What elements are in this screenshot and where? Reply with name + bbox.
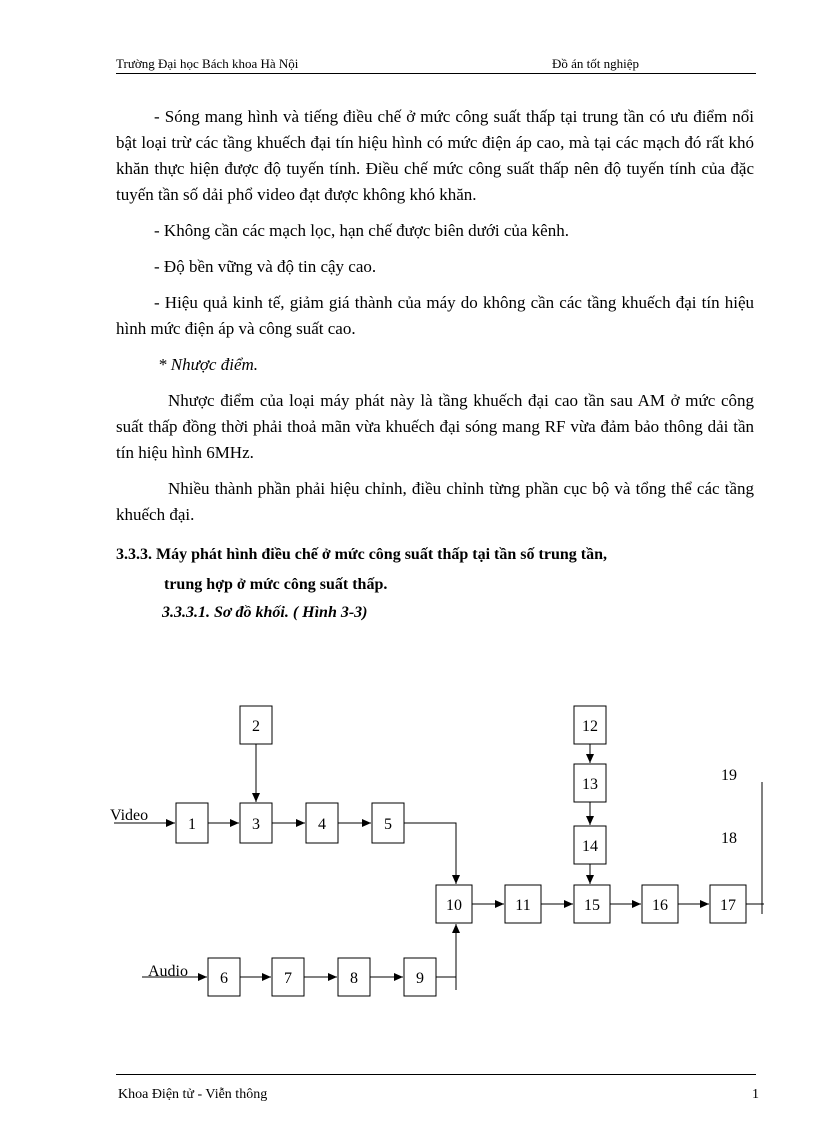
block-8-label: 8	[350, 970, 358, 987]
block-3-label: 3	[252, 816, 260, 833]
video-input-label: Video	[110, 807, 149, 824]
paragraph-disadvantage-1: Nhược điểm của loại máy phát này là tầng khuếch đại cao tần sau AM ở mức công suất thấp đồng thời phải thoả mãn vừa khuếch đại sóng mang RF vừa đảm bảo thông dải tần tín hiệu hình 6MHz.	[116, 391, 754, 462]
footer-department: Khoa Điện tử - Viễn thông	[118, 1087, 268, 1102]
block-15-label: 15	[584, 897, 600, 914]
subsection-heading: 3.3.3.1. Sơ đồ khối. ( Hình 3-3)	[162, 604, 368, 621]
paragraph-advantage-1: - Sóng mang hình và tiếng điều chế ở mức công suất thấp tại trung tần có ưu điểm nổi bật loại trừ các tầng khuếch đại tín hiệu hình có mức điện áp cao, mà tại các mạch đó rất khó khăn thực hiện được độ tuyến tính. Điều chế mức công suất thấp nên độ tuyến tính của đặc tuyến tần số dải phổ video đạt được không khó khăn.	[116, 107, 754, 204]
audio-input-label: Audio	[148, 963, 188, 980]
paragraph-advantage-2: - Không cần các mạch lọc, hạn chế được biên dưới của kênh.	[154, 221, 569, 240]
body-text	[116, 104, 754, 626]
block-7-label: 7	[284, 970, 292, 987]
paragraph-disadvantage-2: Nhiều thành phần phải hiệu chỉnh, điều chỉnh từng phần cục bộ và tổng thể các tầng khuếch đại.	[116, 479, 754, 524]
page-number: 1	[752, 1087, 759, 1102]
block-2-label: 2	[252, 718, 260, 735]
block-4-label: 4	[318, 816, 326, 833]
block-17-label: 17	[720, 897, 736, 914]
paragraph-advantage-4: - Hiệu quả kinh tế, giảm giá thành của máy do không cần các tầng khuếch đại tín hiệu hình mức điện áp và công suất cao.	[116, 293, 754, 338]
block-16-label: 16	[652, 897, 668, 914]
output-19-label: 19	[721, 767, 737, 784]
block-11-label: 11	[515, 897, 531, 914]
output-18-label: 18	[721, 830, 737, 847]
block-6-label: 6	[220, 970, 228, 987]
block-diagram	[0, 690, 816, 1020]
disadvantage-heading: * Nhược điểm.	[158, 355, 259, 374]
section-heading-cont: trung hợp ở mức công suất thấp.	[164, 576, 388, 593]
block-10-label: 10	[446, 897, 462, 914]
header-school: Trường Đại học Bách khoa Hà Nội	[116, 56, 299, 71]
footer-rule	[116, 1074, 756, 1075]
arrow-5-to-10	[404, 823, 456, 884]
block-12-label: 12	[582, 718, 598, 735]
paragraph-advantage-3: - Độ bền vững và độ tin cậy cao.	[154, 257, 377, 276]
block-14-label: 14	[582, 838, 598, 855]
block-13-label: 13	[582, 776, 598, 793]
block-9-label: 9	[416, 970, 424, 987]
block-5-label: 5	[384, 816, 392, 833]
section-heading: 3.3.3. Máy phát hình điều chế ở mức công suất thấp tại tần số trung tần,	[116, 546, 607, 563]
header-rule	[116, 73, 756, 74]
block-1-label: 1	[188, 816, 196, 833]
header-title: Đồ án tốt nghiệp	[552, 56, 640, 71]
